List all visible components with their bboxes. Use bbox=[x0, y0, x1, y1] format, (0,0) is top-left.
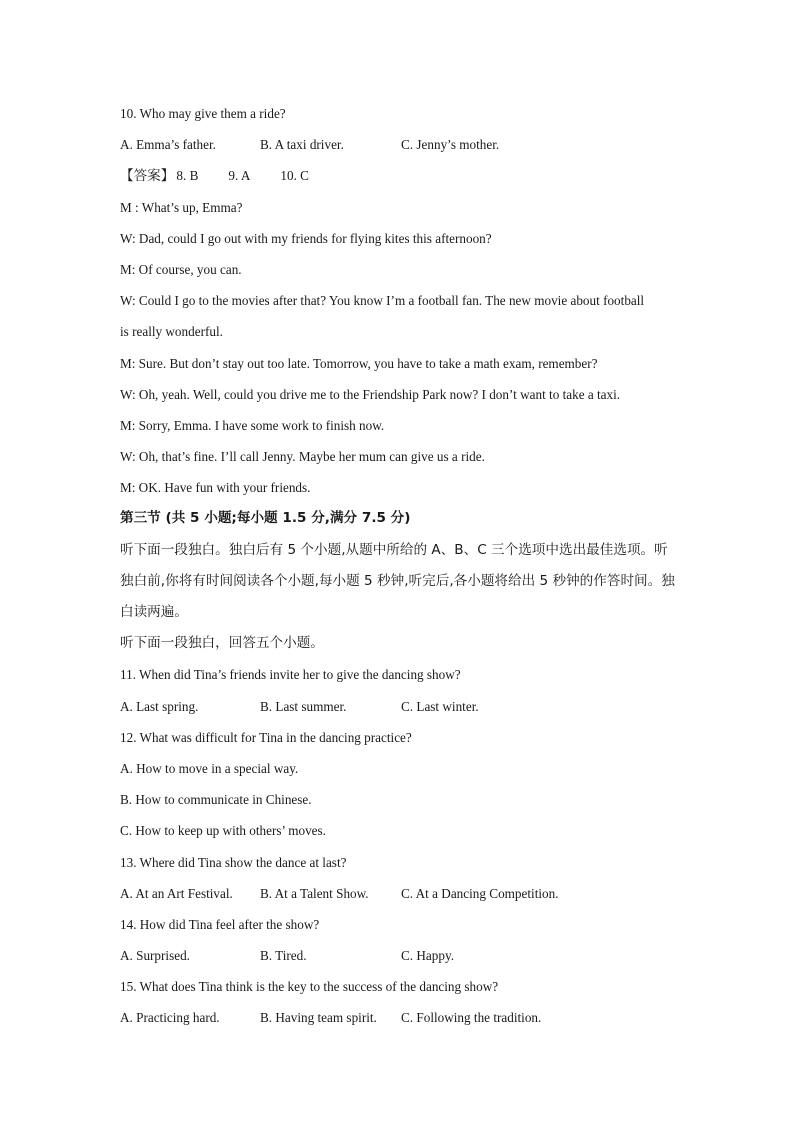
option-c: C. Last winter. bbox=[401, 698, 479, 714]
question-10-options bbox=[120, 129, 680, 160]
answer-9: 9. A bbox=[228, 168, 251, 184]
option-b: B. Tired. bbox=[260, 948, 307, 964]
dialogue-line: W: Oh, yeah. Well, could you drive me to the Friendship Park now? I don’t want to take a taxi. bbox=[120, 386, 621, 402]
question-14-options bbox=[120, 940, 680, 971]
option-c: C. At a Dancing Competition. bbox=[401, 885, 559, 901]
option-b: B. How to communicate in Chinese. bbox=[120, 792, 312, 808]
dialogue-line: M: Sure. But don’t stay out too late. Tomorrow, you have to take a math exam, remember? bbox=[120, 355, 598, 371]
question-12: 12. What was difficult for Tina in the dancing practice? bbox=[120, 729, 412, 745]
option-c: C. Jenny’s mother. bbox=[401, 137, 500, 153]
answer-key bbox=[120, 160, 680, 191]
question-11: 11. When did Tina’s friends invite her to give the dancing show? bbox=[120, 667, 461, 683]
option-a: A. How to move in a special way. bbox=[120, 760, 299, 776]
option-c: C. Happy. bbox=[401, 948, 454, 964]
answer-8: 8. B bbox=[176, 168, 199, 184]
question-11-options bbox=[120, 691, 680, 722]
option-b: B. Last summer. bbox=[260, 698, 347, 714]
answer-10: 10. C bbox=[280, 168, 309, 184]
option-a: A. Last spring. bbox=[120, 698, 199, 714]
question-15-options bbox=[120, 1002, 680, 1033]
question-15: 15. What does Tina think is the key to the success of the dancing show? bbox=[120, 979, 499, 995]
dialogue-line: M: Sorry, Emma. I have some work to finish now. bbox=[120, 417, 385, 433]
question-13-options bbox=[120, 878, 680, 909]
dialogue-line: W: Dad, could I go out with my friends for flying kites this afternoon? bbox=[120, 230, 492, 246]
option-a: A. Emma’s father. bbox=[120, 137, 216, 153]
dialogue-line: M : What’s up, Emma? bbox=[120, 199, 243, 215]
question-14: 14. How did Tina feel after the show? bbox=[120, 916, 320, 932]
question-13: 13. Where did Tina show the dance at last? bbox=[120, 854, 347, 870]
option-a: A. Surprised. bbox=[120, 948, 190, 964]
section-3-instructions: 白读两遍。 bbox=[120, 604, 188, 620]
section-3-instructions: 听下面一段独白，回答五个小题。 bbox=[120, 635, 324, 652]
dialogue-transcript bbox=[120, 192, 680, 504]
option-c: C. How to keep up with others’ moves. bbox=[120, 823, 326, 839]
dialogue-line: is really wonderful. bbox=[120, 324, 223, 340]
question-10: 10. Who may give them a ride? bbox=[120, 106, 286, 121]
option-b: B. Having team spirit. bbox=[260, 1010, 377, 1026]
dialogue-line: M: OK. Have fun with your friends. bbox=[120, 480, 311, 496]
dialogue-line: W: Could I go to the movies after that? You know I’m a football fan. The new movie about football bbox=[120, 293, 645, 309]
option-c: C. Following the tradition. bbox=[401, 1010, 542, 1026]
section-3-instructions: 独白前,你将有时间阅读各个小题,每小题 5 秒钟,听完后,各小题将给出 5 秒钟的作答时间。独 bbox=[120, 572, 675, 589]
option-a: A. Practicing hard. bbox=[120, 1010, 220, 1026]
option-a: A. At an Art Festival. bbox=[120, 885, 233, 901]
answer-label: 【答案】 bbox=[120, 168, 175, 185]
option-b: B. At a Talent Show. bbox=[260, 885, 369, 901]
section-3-title: 第三节 (共 5 小题;每小题 1.5 分,满分 7.5 分) bbox=[120, 510, 411, 527]
dialogue-line: M: Of course, you can. bbox=[120, 261, 242, 277]
section-3-instructions: 听下面一段独白。独白后有 5 个小题,从题中所给的 A、B、C 三个选项中选出最佳选项。听 bbox=[120, 541, 668, 558]
option-b: B. A taxi driver. bbox=[260, 137, 344, 153]
document-page bbox=[120, 98, 680, 1034]
dialogue-line: W: Oh, that’s fine. I’ll call Jenny. Maybe her mum can give us a ride. bbox=[120, 449, 485, 465]
